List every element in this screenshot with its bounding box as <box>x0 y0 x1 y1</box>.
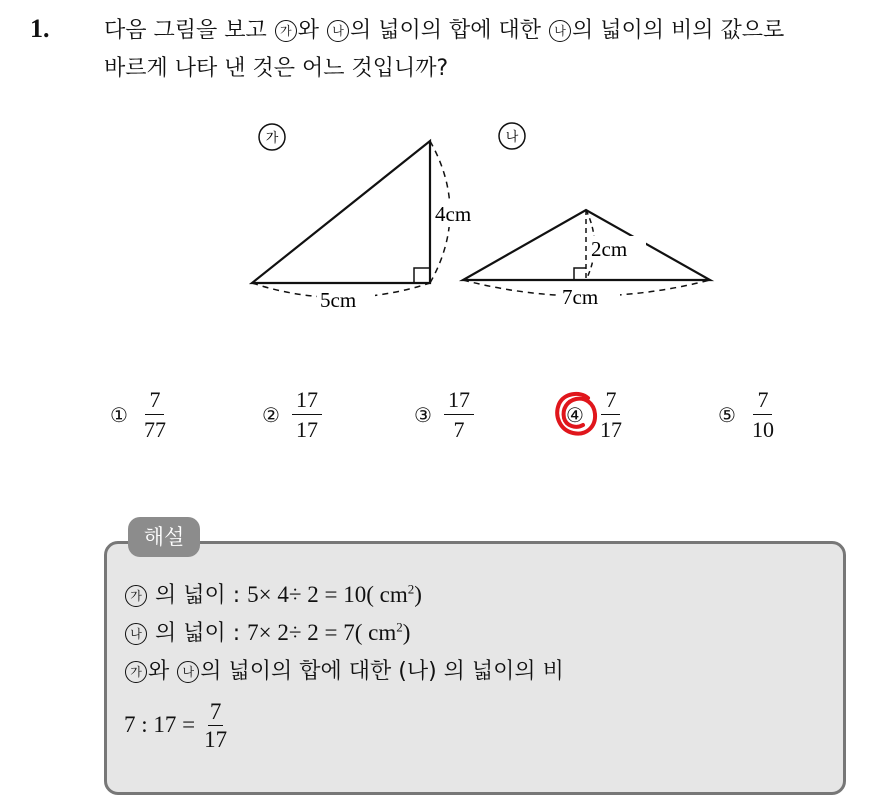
label-na-circle: 나 <box>327 20 349 42</box>
denominator: 17 <box>295 417 318 442</box>
triangle-na <box>463 123 710 309</box>
denominator: 17 <box>204 727 228 752</box>
solution-expression <box>247 582 422 607</box>
label-na-circle: 나 <box>549 20 571 42</box>
label-na-circle: 나 <box>177 661 199 683</box>
triangle-ga-shape <box>252 141 430 283</box>
question-number: 1. <box>30 14 50 43</box>
close-paren: ) <box>402 620 411 645</box>
expression-text: 5× 4÷ 2 = 10( cm <box>247 582 408 607</box>
choice-3[interactable] <box>414 388 474 442</box>
label-ga-circle: 가 <box>125 585 147 607</box>
label-ga-circle: 가 <box>275 20 297 42</box>
triangles-figure <box>0 0 884 380</box>
solution-text-part: 와 <box>148 659 170 684</box>
triangle-na-label: 나 <box>505 130 519 145</box>
answer-circle-mark <box>552 390 602 440</box>
label-na-circle: 나 <box>125 623 147 645</box>
choice-5[interactable] <box>718 388 778 442</box>
question-text-part: 의 넓이의 합에 대한 <box>350 18 542 43</box>
ratio-fraction <box>202 700 229 752</box>
triangle-na-base-label: 7cm <box>562 285 599 309</box>
choice-fraction <box>444 388 474 442</box>
choice-1[interactable] <box>110 388 170 442</box>
triangle-ga <box>252 124 491 312</box>
numerator: 17 <box>444 388 474 415</box>
triangle-na-height-label: 2cm <box>591 237 628 261</box>
question-text-part: 와 <box>297 18 320 43</box>
choice-number: ① <box>110 403 128 427</box>
question-text-part: 의 넓이의 비의 값으로 <box>572 18 785 43</box>
numerator: 7 <box>209 699 222 724</box>
numerator: 7 <box>753 388 772 415</box>
triangle-ga-label: 가 <box>265 131 279 146</box>
label-ga-circle: 가 <box>125 661 147 683</box>
solution-label: 의 넓이 : <box>155 583 241 608</box>
triangle-ga-base-label: 5cm <box>320 288 357 312</box>
solution-text-part: 의 넓이의 합에 대한 (나) 의 넓이의 비 <box>200 659 564 684</box>
ratio-expression: 7 : 17 = <box>124 712 196 737</box>
expression-text: 7× 2÷ 2 = 7( cm <box>247 620 397 645</box>
denominator: 10 <box>751 417 774 442</box>
right-angle-mark <box>574 268 586 280</box>
solution-badge: 해설 <box>128 517 200 557</box>
solution-expression <box>247 620 410 645</box>
unit-exponent: 2 <box>407 581 415 597</box>
unit-exponent: 2 <box>396 619 403 635</box>
choice-number: ③ <box>414 403 432 427</box>
numerator: 7 <box>601 388 620 415</box>
choice-2[interactable] <box>262 388 322 442</box>
right-angle-mark <box>414 268 430 283</box>
solution-line-4 <box>124 700 229 752</box>
choice-fraction <box>292 388 322 442</box>
denominator: 77 <box>143 417 166 442</box>
solution-line-2 <box>124 616 410 647</box>
triangle-ga-height-label: 4cm <box>435 202 472 226</box>
solution-label: 의 넓이 : <box>155 621 241 646</box>
choice-fraction <box>140 388 170 442</box>
close-paren: ) <box>414 582 422 607</box>
choice-number: ⑤ <box>718 403 736 427</box>
solution-line-1 <box>124 578 422 609</box>
solution-line-3 <box>124 654 564 685</box>
choice-fraction <box>748 388 778 442</box>
question-text-part: 다음 그림을 보고 <box>104 18 267 43</box>
denominator: 17 <box>599 417 622 442</box>
numerator: 17 <box>292 388 322 415</box>
numerator: 7 <box>145 388 164 415</box>
denominator: 7 <box>453 417 465 442</box>
choice-number: ② <box>262 403 280 427</box>
question-line-2: 바르게 나타 낸 것은 어느 것입니까? <box>104 56 449 81</box>
choice-number: ④ <box>566 403 584 427</box>
